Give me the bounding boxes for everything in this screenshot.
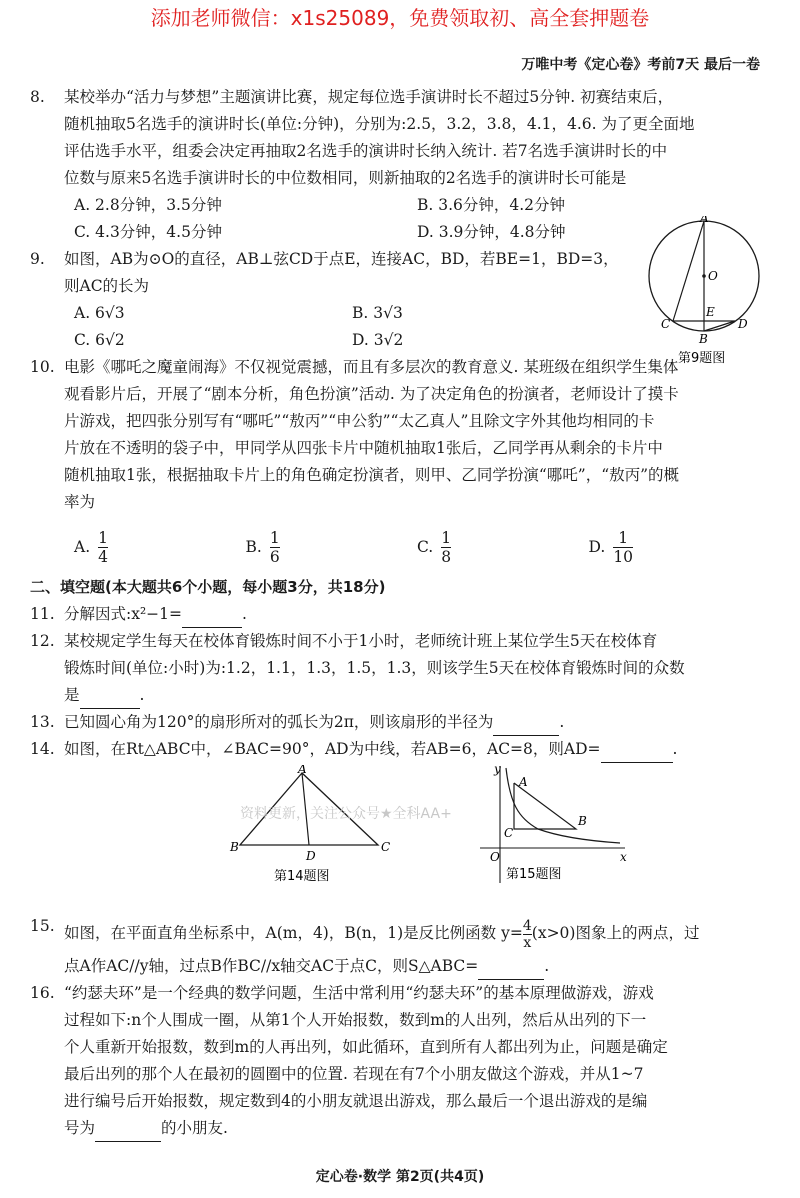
label-o: O <box>490 850 500 864</box>
option-a: A. 6√3 <box>74 304 125 322</box>
figure-q15-caption: 第15题图 <box>506 867 562 882</box>
question-11 <box>30 601 760 628</box>
label-d: D <box>738 317 748 331</box>
fraction <box>270 529 280 566</box>
period: . <box>544 957 550 975</box>
q16-line-2: 过程如下:n个人围成一圈，从第1个人开始报数，数到m的人出列，然后从出列的下一 <box>64 1011 647 1029</box>
question-14 <box>30 736 760 763</box>
figure-q14-caption: 第14题图 <box>274 869 330 884</box>
fraction <box>98 529 108 566</box>
period: . <box>672 740 678 758</box>
page-header: 万唯中考《定心卷》考前7天 最后一卷 <box>521 57 760 73</box>
q16-line-4: 最后出列的那个人在最初的圆圈中的位置. 若现在有7个小朋友做这个游戏，并从1~7 <box>64 1065 644 1083</box>
numerator: 1 <box>98 528 108 547</box>
option-d: D. 3.9分钟，4.8分钟 <box>417 223 566 241</box>
question-number: 8. <box>30 88 45 106</box>
q16-line-1: “约瑟夫环”是一个经典的数学问题，生活中常利用“约瑟夫环”的基本原理做游戏，游戏 <box>64 984 654 1002</box>
option-label: D. <box>588 537 606 556</box>
q9-line-1: 如图，AB为⊙O的直径，AB⊥弦CD于点E，连接AC，BD，若BE=1，BD=3， <box>64 250 619 268</box>
fraction <box>441 529 451 566</box>
label-c: C <box>661 317 671 331</box>
q8-options <box>74 192 760 246</box>
label-b: B <box>578 814 587 828</box>
q8-line-4: 位数与原来5名选手演讲时长的中位数相同，则新抽取的2名选手的演讲时长可能是 <box>64 169 627 187</box>
section-heading: 二、填空题(本大题共6个小题，每小题3分，共18分) <box>30 578 386 596</box>
period: . <box>559 713 565 731</box>
q16-line-5: 进行编号后开始报数，规定数到4的小朋友就退出游戏，那么最后一个退出游戏的是编 <box>64 1092 648 1110</box>
option-c: C. 6√2 <box>74 331 125 349</box>
fraction <box>523 918 532 951</box>
option-a: A. 2.8分钟，3.5分钟 <box>74 196 222 214</box>
q9-options <box>74 300 630 354</box>
question-number: 10. <box>30 358 55 376</box>
denominator: 8 <box>441 547 452 566</box>
option-a <box>74 524 246 570</box>
q12-line-2: 锻炼时间(单位:小时)为:1.2，1.1，1.3，1.5，1.3，则该学生5天在校体育锻炼时间的众数 <box>64 659 685 677</box>
q12-line-1: 某校规定学生每天在校体育锻炼时间不小于1小时，老师统计班上某位学生5天在校体育 <box>64 632 658 650</box>
q10-line-2: 观看影片后，开展了“剧本分析，角色扮演”活动. 为了决定角色的扮演者，老师设计了摸卡 <box>64 385 679 403</box>
option-c: C. 4.3分钟，4.5分钟 <box>74 223 222 241</box>
answer-blank[interactable] <box>95 1121 161 1142</box>
period: . <box>242 605 247 623</box>
figure-q15 <box>470 763 630 893</box>
label-d: D <box>306 849 316 863</box>
watermark: 资料更新，关注公众号★全科AA+ <box>240 806 452 822</box>
q16-line-6-post: 的小朋友. <box>161 1119 228 1137</box>
option-b: B. 3.6分钟，4.2分钟 <box>417 196 566 214</box>
option-label: C. <box>417 537 434 556</box>
question-10 <box>30 354 760 570</box>
answer-blank[interactable] <box>601 742 673 763</box>
q10-line-6: 率为 <box>64 493 96 511</box>
q16-line-3: 个人重新开始报数，数到m的人再出列，如此循环，直到所有人都出列为止，问题是确定 <box>64 1038 668 1056</box>
answer-blank[interactable] <box>478 959 544 980</box>
page-footer: 定心卷·数学 第2页(共4页) <box>315 1169 485 1185</box>
label-a: A <box>298 765 307 776</box>
label-a: A <box>700 216 709 225</box>
question-16 <box>30 980 760 1142</box>
option-label: A. <box>74 537 91 556</box>
question-number: 12. <box>30 632 55 650</box>
q11-text: 分解因式:x²−1= <box>64 605 183 623</box>
q8-line-2: 随机抽取5名选手的演讲时长(单位:分钟)，分别为:2.5，3.2，3.8，4.1，4.6. 为了更全面地 <box>64 115 695 133</box>
label-e: E <box>706 305 715 319</box>
question-8 <box>30 84 760 246</box>
question-number: 9. <box>30 250 45 268</box>
numerator: 4 <box>522 917 532 934</box>
coordinate-diagram <box>470 763 630 893</box>
option-d <box>589 524 761 570</box>
q8-line-1: 某校举办“活力与梦想”主题演讲比赛，规定每位选手演讲时长不超过5分钟. 初赛结束后， <box>64 88 674 106</box>
option-label: B. <box>245 537 262 556</box>
q12-line-3: 是 <box>64 686 80 704</box>
label-x: x <box>620 850 627 864</box>
label-y: y <box>494 763 501 776</box>
denominator: 4 <box>98 547 108 566</box>
q16-line-6-pre: 号为 <box>64 1119 96 1137</box>
option-b: B. 3√3 <box>352 304 403 322</box>
numerator: 1 <box>618 528 629 547</box>
question-number: 16. <box>30 984 55 1002</box>
question-number: 13. <box>30 713 55 731</box>
q14-text: 如图，在Rt△ABC中，∠BAC=90°，AD为中线，若AB=6，AC=8，则AD= <box>64 740 601 758</box>
question-9 <box>30 246 760 354</box>
option-b <box>246 524 418 570</box>
denominator: 10 <box>613 547 634 566</box>
q15-line-2: 点A作AC//y轴，过点B作BC//x轴交AC于点C，则S△ABC= <box>64 957 479 975</box>
label-c: C <box>504 826 514 840</box>
denominator: x <box>523 934 532 951</box>
label-c: C <box>381 840 391 854</box>
promo-banner: 添加老师微信：x1s25089，免费领取初、高全套押题卷 <box>150 6 650 30</box>
q10-line-5: 随机抽取1张，根据抽取卡片上的角色确定扮演者，则甲、乙同学扮演“哪吒”，“敖丙”的概 <box>64 466 680 484</box>
denominator: 6 <box>269 547 280 566</box>
period: . <box>139 686 145 704</box>
q10-options <box>74 524 760 570</box>
question-number: 11. <box>30 605 55 623</box>
answer-blank[interactable] <box>80 688 140 709</box>
question-12 <box>30 628 760 709</box>
q8-line-3: 评估选手水平，组委会决定再抽取2名选手的演讲时长纳入统计. 若7名选手演讲时长的中 <box>64 142 668 160</box>
label-b: B <box>699 332 708 346</box>
q10-line-3: 片游戏，把四张分别写有“哪吒”“敖丙”“申公豹”“太乙真人”且除文字外其他均相同的卡 <box>64 412 655 430</box>
q15-text-pre: 如图，在平面直角坐标系中，A(m，4)，B(n，1)是反比例函数 y= <box>64 924 523 942</box>
figure-q9-caption: 第9题图 <box>678 351 726 364</box>
label-b: B <box>230 840 239 854</box>
q10-line-1: 电影《哪吒之魔童闹海》不仅视觉震撼，而且有多层次的教育意义. 某班级在组织学生集体 <box>64 358 679 376</box>
numerator: 1 <box>441 528 452 547</box>
question-number: 15. <box>30 917 55 935</box>
label-a: A <box>519 775 528 789</box>
answer-blank[interactable] <box>182 607 242 628</box>
answer-blank[interactable] <box>493 715 559 736</box>
q15-text-post: (x>0)图象上的两点，过 <box>531 924 700 942</box>
option-c <box>417 524 589 570</box>
triangle-diagram <box>228 765 428 895</box>
figures-14-15 <box>30 763 760 913</box>
question-13 <box>30 709 760 736</box>
figure-q14 <box>228 765 428 895</box>
question-15 <box>30 913 760 980</box>
option-d: D. 3√2 <box>352 331 404 349</box>
q9-line-2: 则AC的长为 <box>64 277 150 295</box>
question-number: 14. <box>30 740 55 758</box>
q10-line-4: 片放在不透明的袋子中，甲同学从四张卡片中随机抽取1张后，乙同学再从剩余的卡片中 <box>64 439 663 457</box>
numerator: 1 <box>269 528 280 547</box>
q13-text: 已知圆心角为120°的扇形所对的弧长为2π，则该扇形的半径为 <box>64 713 494 731</box>
fraction <box>613 529 633 566</box>
label-o: O <box>708 269 718 283</box>
